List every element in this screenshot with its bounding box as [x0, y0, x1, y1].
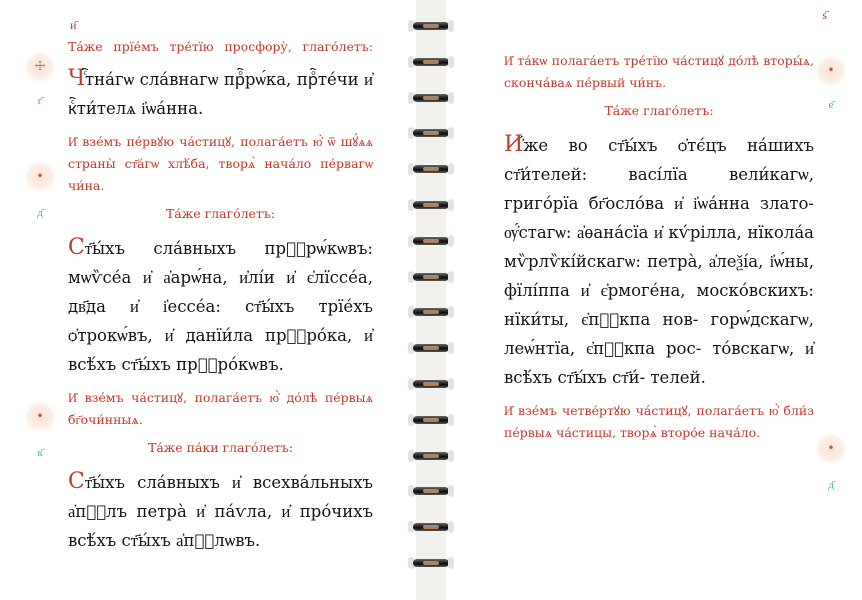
binding-ring	[408, 519, 454, 535]
verse	[68, 64, 373, 123]
margin-number: д҃	[828, 478, 834, 491]
margin-number: е҃	[828, 98, 834, 111]
verse-text: ҆́же во ст҃ы́хъ ѻ҆тє́цъ на́шихъ ст҃и́телей: васі́лїа вели́кагѡ, григо́рїа бг҃осло́ва и҆ і҆ѡа́нна злато- ѹ҆́стагѡ: а҆ѳана́сїа и҆ кѵ́рілла, нїкола́а мѷрлѷкі́йскагѡ: петра̀, а҆леѯі́а, і҆ѡ́ны, фїлі́ппа и҆ є҆рмоге́на, моско́вскихъ: нїки́ты, є҆пⷭ҇кпа нов- горѡ́дскагѡ, леѡ́нтїа, є҆пⷭ҇кпа рос- то́вскагѡ, и҆ всѣ́хъ ст҃ы́хъ ст҃и́- телей.	[504, 136, 814, 387]
verse	[504, 130, 814, 392]
right-page-text	[504, 34, 814, 450]
spiral-binding	[408, 18, 454, 591]
verse-text: ⷭ҇тна́гѡ сла́внагѡ прⷪ҇рѡ́ка, прⷪ҇те́чи и҆ кⷭ҇ти́телѧ і҆ѡа́нна.	[68, 70, 373, 118]
margin-dot-icon: •	[816, 434, 846, 464]
left-page	[0, 0, 416, 600]
binding-ring	[408, 340, 454, 356]
margin-cross-icon: ☩	[25, 52, 55, 82]
margin-number: д҃	[37, 206, 43, 219]
rubric-heading: Та́же па́ки глаго́летъ:	[148, 440, 293, 455]
binding-ring	[408, 483, 454, 499]
page-number: ѕ҃	[822, 8, 827, 22]
verse-text: т҃ы́хъ сла́вныхъ и҆ всехва́льныхъ а҆пⷭ҇лъ петра̀ и҆ па́ѵла, и҆ про́чихъ всѣ́хъ ст҃ы́хъ а҆пⷭ҇лѡвъ.	[68, 473, 373, 550]
margin-dot-icon: •	[816, 56, 846, 86]
drop-cap: С	[68, 235, 85, 260]
binding-ring	[408, 555, 454, 571]
rubric: И҆ взе́мъ четве́ртꙋю ча́стицꙋ, полага́етъ ю҆̀ бли́з пе́рвыѧ ча́стицы, творѧ̀ второ́е нача́ло.	[504, 403, 814, 440]
rubric-heading: Та́же глаго́летъ:	[165, 206, 276, 221]
rubric: И҆ взе́мъ пе́рвꙋю ча́стицꙋ, полага́етъ ю҆̀ ѿ шꙋ́ѧѧ страны̀ ст҃а́гѡ хлѣ́ба, творѧ̀ нача́ло пе́рвагѡ чи́на.	[68, 134, 373, 193]
verse	[68, 467, 373, 555]
right-page	[446, 0, 862, 600]
binding-ring	[408, 269, 454, 285]
binding-ring	[408, 412, 454, 428]
rubric: И҆ взе́мъ ча́стицꙋ, полага́етъ ю҆̀ до́лѣ пе́рвыѧ бг҃очи́нныѧ.	[68, 390, 373, 427]
binding-ring	[408, 54, 454, 70]
rubric: И҆ та́кѡ полага́етъ тре́тїю ча́стицꙋ до́лѣ вторы́ѧ, сконча́ваѧ пе́рвый чи́нъ.	[504, 53, 814, 90]
rubric: Та́же прїе́мъ тре́тїю просфору̀, глаго́летъ:	[68, 39, 373, 54]
margin-dot-icon: •	[25, 162, 55, 192]
verse	[68, 233, 373, 379]
binding-ring	[408, 125, 454, 141]
margin-dot-icon: •	[25, 402, 55, 432]
binding-ring	[408, 197, 454, 213]
binding-ring	[408, 233, 454, 249]
drop-cap: И	[504, 132, 524, 157]
binding-ring	[408, 304, 454, 320]
binding-ring	[408, 18, 454, 34]
margin-number: к҃	[37, 446, 43, 459]
drop-cap: Ч	[68, 66, 86, 91]
page-number: и҃	[70, 18, 77, 32]
verse-text: т҃ы́хъ сла́вныхъ прⷪ҇рѡ́кѡвъ: мѡѷсе́а и҆ а҆арѡ́на, и҆лі́и и҆ є҆лїссе́а, дв҃да и҆ і҆ессе́а: ст҃ы́хъ трїе́хъ ѻ҆трокѡ́въ, и҆ данїи́ла прⷪ҇ро́ка, и҆ всѣ́хъ ст҃ы́хъ прⷪ҇ро́кѡвъ.	[68, 239, 373, 374]
binding-ring	[408, 161, 454, 177]
drop-cap: С	[68, 469, 85, 494]
margin-number: г҃	[37, 94, 43, 107]
binding-ring	[408, 448, 454, 464]
binding-ring	[408, 376, 454, 392]
left-page-text	[68, 36, 373, 563]
binding-ring	[408, 90, 454, 106]
rubric-heading: Та́же глаго́летъ:	[604, 103, 714, 118]
